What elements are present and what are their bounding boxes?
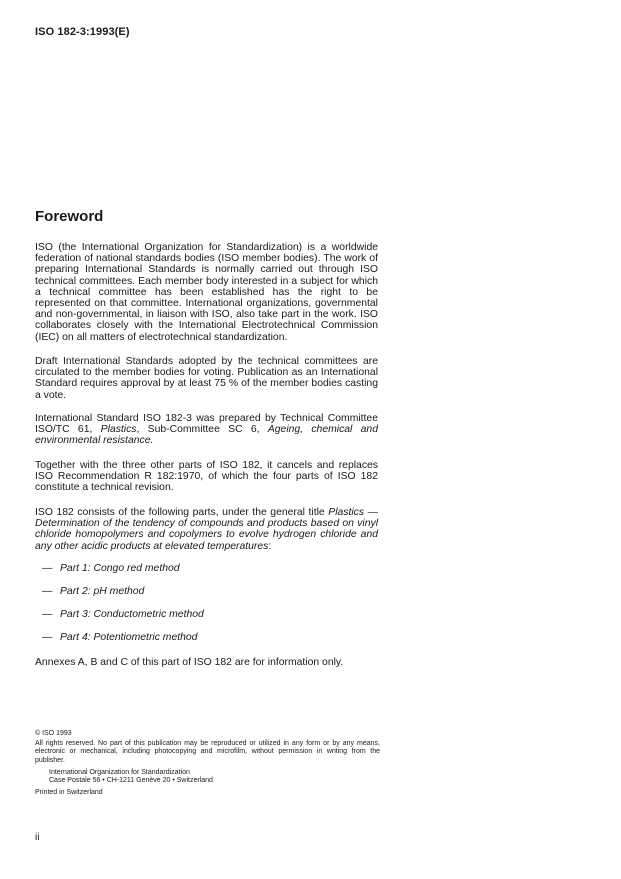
p3-committee-title: Plastics [100, 424, 137, 436]
p3-subcommittee-title: Ageing, chemical and environmental resistance. [35, 424, 378, 447]
printed-in: Printed in Switzerland [35, 789, 103, 796]
p3-text-c: , Sub-Committee SC 6, [136, 424, 268, 436]
list-item [42, 632, 197, 644]
p5-text-c: : [268, 540, 272, 552]
publisher-address [49, 769, 213, 786]
list-item-label: Part 2: pH method [60, 586, 145, 597]
foreword-paragraph-2: Draft International Standards adopted by the technical committees are circulated to the member bodies for voting. Publication as an International Standard requires approval by at least 75 % of the member bodies casting a vote. [35, 356, 378, 401]
list-item [42, 609, 204, 621]
p5-text-a: ISO 182 consists of the following parts, under the general title [35, 507, 329, 518]
foreword-paragraph-1: ISO (the International Organization for Standardization) is a worldwide federation of national standards bodies (ISO member bodies). The work of preparing International Standards is normally carried out through ISO technical committees. Each member body interested in a subject for which a technical committee has been established has the right to be represented on that committee. International organizations, governmental and non-governmental, in liaison with ISO, also take part in the work. ISO collaborates closely with the International Electrotechnical Commission (IEC) on all matters of electrotechnical standardization. [35, 242, 378, 343]
copyright-line: © ISO 1993 [35, 730, 72, 737]
publisher-postal: Case Postale 56 • CH-1211 Genève 20 • Switzerland [49, 777, 213, 785]
page-number: ii [35, 832, 40, 843]
foreword-paragraph-5 [35, 507, 378, 552]
list-item [42, 586, 144, 598]
list-item [42, 563, 180, 575]
p5-general-title: Plastics — Determination of the tendency of compounds and products based on vinyl chloride homopolymers and copolymers to evolve hydrogen chloride and any other acidic products at elevated temperatures [35, 507, 379, 552]
foreword-paragraph-4: Together with the three other parts of ISO 182, it cancels and replaces ISO Recommendation R 182:1970, of which the four parts of ISO 182 constitute a technical revision. [35, 460, 378, 494]
foreword-heading: Foreword [35, 208, 104, 225]
foreword-paragraph-6: Annexes A, B and C of this part of ISO 182 are for information only. [35, 657, 344, 668]
list-item-label: Part 4: Potentiometric method [60, 632, 198, 643]
copyright-notice: All rights reserved. No part of this publication may be reproduced or utilized in any form or by any means, electronic or mechanical, including photocopying and microfilm, without permission in writing from the publisher. [35, 740, 380, 764]
list-item-label: Part 1: Congo red method [60, 563, 180, 574]
foreword-paragraph-3 [35, 413, 378, 447]
list-item-label: Part 3: Conductometric method [60, 609, 204, 620]
list-dash: — [42, 586, 53, 597]
list-dash: — [42, 563, 53, 574]
list-dash: — [42, 632, 53, 643]
publisher-name: International Organization for Standardization [49, 769, 190, 776]
document-identifier: ISO 182-3:1993(E) [35, 26, 130, 38]
p3-text-a: International Standard ISO 182-3 was prepared by Technical Committee ISO/TC 61, [35, 413, 378, 436]
list-dash: — [42, 609, 53, 620]
